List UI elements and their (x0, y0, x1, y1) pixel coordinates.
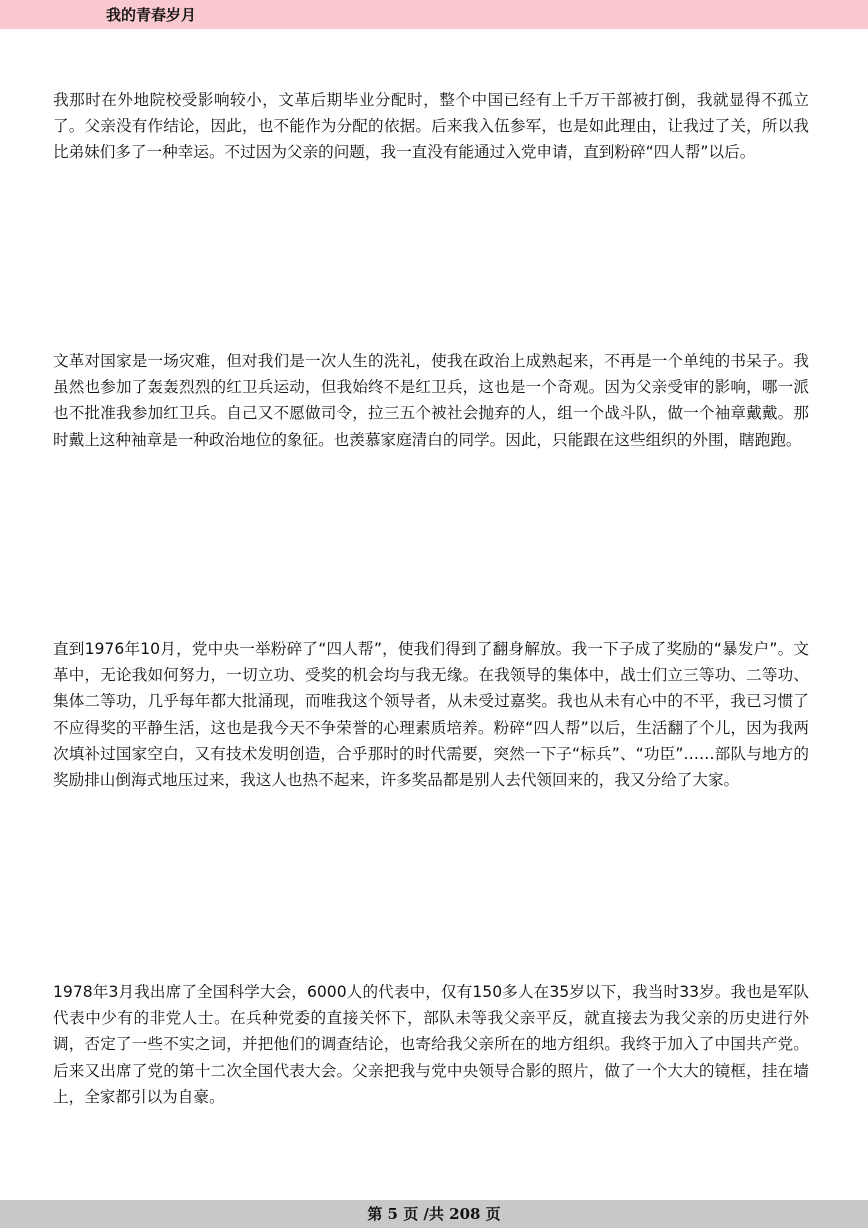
page-header (0, 0, 868, 29)
page-number: 第 5 页 /共 208 页 (367, 1205, 501, 1223)
body-paragraph: 我那时在外地院校受影响较小，文革后期毕业分配时，整个中国已经有上千万干部被打倒，我就显得不孤立了。父亲没有作结论，因此，也不能作为分配的依据。后来我入伍参军，也是如此理由，让我过了关，所以我比弟妹们多了一种幸运。不过因为父亲的问题，我一直没有能通过入党申请，直到粉碎“四人帮”以后。 (53, 91, 809, 162)
body-paragraph: 文革对国家是一场灾难，但对我们是一次人生的洗礼，使我在政治上成熟起来，不再是一个单纯的书呆子。我虽然也参加了轰轰烈烈的红卫兵运动，但我始终不是红卫兵，这也是一个奇观。因为父亲受审的影响，哪一派也不批准我参加红卫兵。自己又不愿做司令，拉三五个被社会抛弃的人，组一个战斗队，做一个袖章戴戴。那时戴上这种袖章是一种政治地位的象征。也羡慕家庭清白的同学。因此，只能跟在这些组织的外围，瞎跑跑。 (53, 352, 809, 449)
body-paragraph: 直到1976年10月，党中央一举粉碎了“四人帮”，使我们得到了翻身解放。我一下子成了奖励的“暴发户”。文革中，无论我如何努力，一切立功、受奖的机会均与我无缘。在我领导的集体中，战士们立三等功、二等功、集体二等功，几乎每年都大批涌现，而唯我这个领导者，从未受过嘉奖。我也从未有心中的不平，我已习惯了不应得奖的平静生活，这也是我今天不争荣誉的心理素质培养。粉碎“四人帮”以后，生活翻了个儿，因为我两次填补过国家空白，又有技术发明创造，合乎那时的时代需要，突然一下子“标兵”、“功臣”……部队与地方的奖励排山倒海式地压过来，我这人也热不起来，许多奖品都是别人去代领回来的，我又分给了大家。 (53, 640, 809, 790)
document-title: 我的青春岁月 (106, 6, 197, 24)
body-paragraph: 1978年3月我出席了全国科学大会，6000人的代表中，仅有150多人在35岁以下，我当时33岁。我也是军队代表中少有的非党人士。在兵种党委的直接关怀下，部队未等我父亲平反，就直接去为我父亲的历史进行外调，否定了一些不实之词，并把他们的调查结论，也寄给我父亲所在的地方组织。我终于加入了中国共产党。后来又出席了党的第十二次全国代表大会。父亲把我与党中央领导合影的照片，做了一个大大的镜框，挂在墙上，全家都引以为自豪。 (53, 983, 809, 1106)
page-footer (0, 1200, 868, 1228)
